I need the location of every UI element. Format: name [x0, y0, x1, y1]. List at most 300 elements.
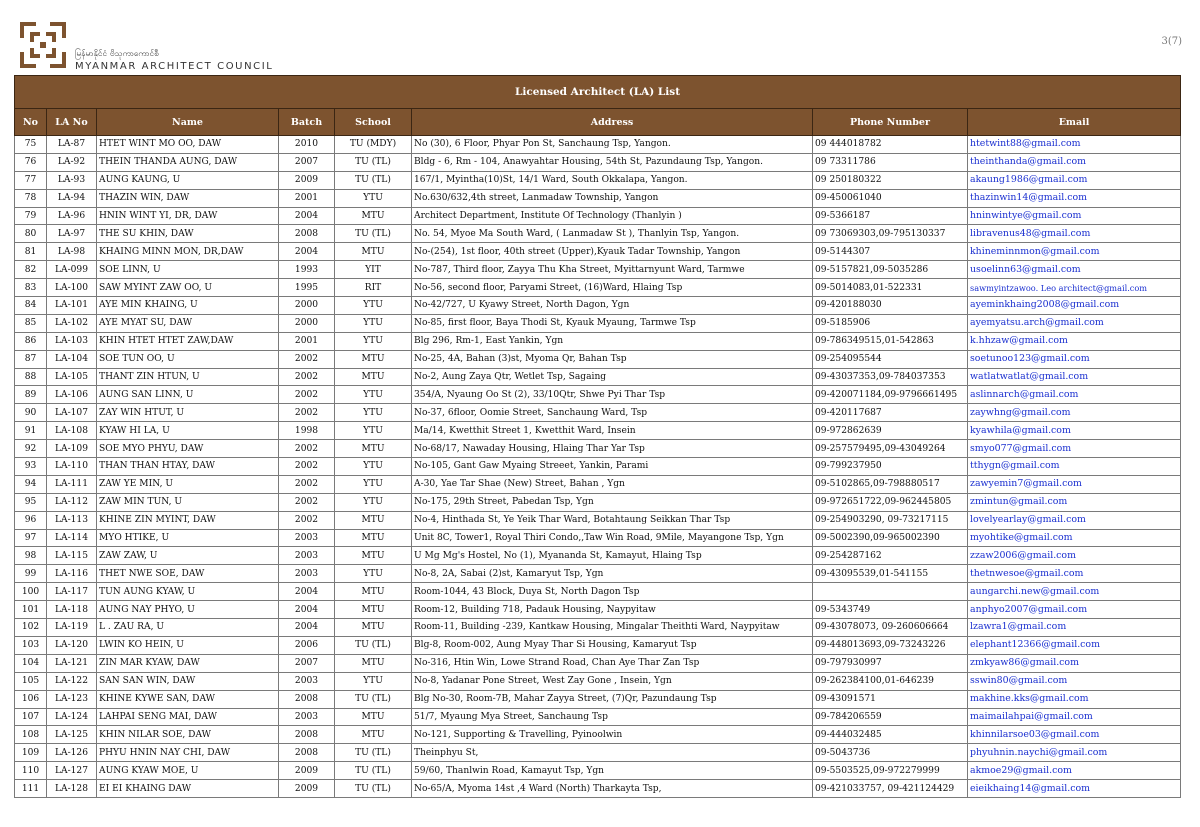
address: Room-11, Building -239, Kantkaw Housing, Mingalar Theithti Ward, Naypyitaw — [412, 619, 813, 637]
la-number: LA-122 — [47, 672, 97, 690]
phone-number: 09-5144307 — [813, 243, 968, 261]
batch-year: 2009 — [279, 171, 335, 189]
phone-number: 09 73069303,09-795130337 — [813, 225, 968, 243]
architect-name: THAN THAN HTAY, DAW — [97, 458, 279, 476]
email-link[interactable]: soetunoo123@gmail.com — [968, 350, 1181, 368]
phone-number: 09-797930997 — [813, 654, 968, 672]
batch-year: 2010 — [279, 136, 335, 154]
batch-year: 2003 — [279, 672, 335, 690]
row-number: 111 — [15, 780, 47, 798]
school: YTU — [335, 565, 412, 583]
la-number: LA-102 — [47, 314, 97, 332]
row-number: 107 — [15, 708, 47, 726]
batch-year: 2004 — [279, 601, 335, 619]
table-row — [15, 762, 1181, 780]
phone-number: 09-420188030 — [813, 297, 968, 315]
address: No-(254), 1st floor, 40th street (Upper),Kyauk Tadar Township, Yangon — [412, 243, 813, 261]
email-link[interactable]: zzaw2006@gmail.com — [968, 547, 1181, 565]
address: Room-1044, 43 Block, Duya St, North Dagon Tsp — [412, 583, 813, 601]
architect-name: ZAY WIN HTUT, U — [97, 404, 279, 422]
address: Ma/14, Kwetthit Street 1, Kwetthit Ward, Insein — [412, 422, 813, 440]
column-header-no: No — [15, 109, 47, 136]
table-row — [15, 368, 1181, 386]
batch-year: 2004 — [279, 619, 335, 637]
school: TU (TL) — [335, 690, 412, 708]
la-number: LA-110 — [47, 458, 97, 476]
architect-name: THE SU KHIN, DAW — [97, 225, 279, 243]
architect-name: PHYU HNIN NAY CHI, DAW — [97, 744, 279, 762]
school: RIT — [335, 279, 412, 297]
architect-name: ZAW MIN TUN, U — [97, 493, 279, 511]
la-number: LA-97 — [47, 225, 97, 243]
phone-number: 09-5157821,09-5035286 — [813, 261, 968, 279]
address: 167/1, Myintha(10)St, 14/1 Ward, South Okkalapa, Yangon. — [412, 171, 813, 189]
table-row — [15, 529, 1181, 547]
row-number: 87 — [15, 350, 47, 368]
email-link[interactable]: makhine.kks@gmail.com — [968, 690, 1181, 708]
batch-year: 2007 — [279, 654, 335, 672]
la-number: LA-105 — [47, 368, 97, 386]
phone-number: 09-5343749 — [813, 601, 968, 619]
row-number: 82 — [15, 261, 47, 279]
table-row — [15, 386, 1181, 404]
la-number: LA-96 — [47, 207, 97, 225]
phone-number: 09-784206559 — [813, 708, 968, 726]
row-number: 88 — [15, 368, 47, 386]
column-header-phone: Phone Number — [813, 109, 968, 136]
row-number: 105 — [15, 672, 47, 690]
email-link[interactable]: eieikhaing14@gmail.com — [968, 780, 1181, 798]
row-number: 104 — [15, 654, 47, 672]
address: No.630/632,4th street, Lanmadaw Township, Yangon — [412, 189, 813, 207]
la-number: LA-101 — [47, 297, 97, 315]
phone-number: 09 444018782 — [813, 136, 968, 154]
email-link[interactable]: zmkyaw86@gmail.com — [968, 654, 1181, 672]
email-link[interactable]: aslinnarch@gmail.com — [968, 386, 1181, 404]
email-link[interactable]: theinthanda@gmail.com — [968, 153, 1181, 171]
table-row — [15, 350, 1181, 368]
architect-name: THANT ZIN HTUN, U — [97, 368, 279, 386]
phone-number: 09-43078073, 09-260606664 — [813, 619, 968, 637]
row-number: 76 — [15, 153, 47, 171]
school: MTU — [335, 708, 412, 726]
table-row — [15, 136, 1181, 154]
architect-table — [14, 75, 1181, 798]
architect-name: EI EI KHAING DAW — [97, 780, 279, 798]
architect-name: ZAW ZAW, U — [97, 547, 279, 565]
table-row — [15, 171, 1181, 189]
batch-year: 2001 — [279, 189, 335, 207]
address: Theinphyu St, — [412, 744, 813, 762]
la-number: LA-103 — [47, 332, 97, 350]
architect-name: MYO HTIKE, U — [97, 529, 279, 547]
table-header-row — [15, 109, 1181, 136]
batch-year: 1995 — [279, 279, 335, 297]
architect-name: SAN SAN WIN, DAW — [97, 672, 279, 690]
school: TU (TL) — [335, 636, 412, 654]
la-number: LA-128 — [47, 780, 97, 798]
email-link[interactable]: myohtike@gmail.com — [968, 529, 1181, 547]
row-number: 86 — [15, 332, 47, 350]
architect-name: THAZIN WIN, DAW — [97, 189, 279, 207]
batch-year: 2000 — [279, 314, 335, 332]
phone-number: 09-43091571 — [813, 690, 968, 708]
email-link[interactable]: zawyemin7@gmail.com — [968, 475, 1181, 493]
table-row — [15, 636, 1181, 654]
email-link[interactable]: akmoe29@gmail.com — [968, 762, 1181, 780]
table-row — [15, 493, 1181, 511]
address: 354/A, Nyaung Oo St (2), 33/10Qtr, Shwe Pyi Thar Tsp — [412, 386, 813, 404]
row-number: 95 — [15, 493, 47, 511]
table-row — [15, 708, 1181, 726]
address: No-65/A, Myoma 14st ,4 Ward (North) Tharkayta Tsp, — [412, 780, 813, 798]
address: Architect Department, Institute Of Technology (Thanlyin ) — [412, 207, 813, 225]
batch-year: 2007 — [279, 153, 335, 171]
email-link[interactable]: aungarchi.new@gmail.com — [968, 583, 1181, 601]
la-number: LA-125 — [47, 726, 97, 744]
architect-name: HNIN WINT YI, DR, DAW — [97, 207, 279, 225]
row-number: 110 — [15, 762, 47, 780]
batch-year: 2008 — [279, 726, 335, 744]
batch-year: 2006 — [279, 636, 335, 654]
batch-year: 1993 — [279, 261, 335, 279]
school: TU (TL) — [335, 780, 412, 798]
batch-year: 2002 — [279, 368, 335, 386]
email-link[interactable]: zaywhng@gmail.com — [968, 404, 1181, 422]
column-header-address: Address — [412, 109, 813, 136]
email-link[interactable]: htetwint88@gmail.com — [968, 136, 1181, 154]
column-header-name: Name — [97, 109, 279, 136]
architect-name: TUN AUNG KYAW, U — [97, 583, 279, 601]
table-row — [15, 565, 1181, 583]
table-row — [15, 726, 1181, 744]
email-link[interactable]: zmintun@gmail.com — [968, 493, 1181, 511]
la-number: LA-124 — [47, 708, 97, 726]
address: No-8, 2A, Sabai (2)st, Kamaryut Tsp, Ygn — [412, 565, 813, 583]
architect-name: KHIN NILAR SOE, DAW — [97, 726, 279, 744]
table-row — [15, 297, 1181, 315]
phone-number: 09 250180322 — [813, 171, 968, 189]
row-number: 91 — [15, 422, 47, 440]
phone-number: 09-5102865,09-798880517 — [813, 475, 968, 493]
school: MTU — [335, 350, 412, 368]
table-row — [15, 332, 1181, 350]
column-header-email: Email — [968, 109, 1181, 136]
school: MTU — [335, 511, 412, 529]
phone-number: 09-5014083,01-522331 — [813, 279, 968, 297]
school: TU (TL) — [335, 762, 412, 780]
la-number: LA-121 — [47, 654, 97, 672]
table-row — [15, 601, 1181, 619]
table-row — [15, 189, 1181, 207]
la-number: LA-099 — [47, 261, 97, 279]
school: YTU — [335, 297, 412, 315]
phone-number: 09-450061040 — [813, 189, 968, 207]
address: No. 54, Myoe Ma South Ward, ( Lanmadaw St ), Thanlyin Tsp, Yangon. — [412, 225, 813, 243]
phone-number: 09-448013693,09-73243226 — [813, 636, 968, 654]
school: YTU — [335, 332, 412, 350]
address: Unit 8C, Tower1, Royal Thiri Condo,,Taw Win Road, 9Mile, Mayangone Tsp, Ygn — [412, 529, 813, 547]
address: Blg No-30, Room-7B, Mahar Zayya Street, (7)Qr, Pazundaung Tsp — [412, 690, 813, 708]
row-number: 99 — [15, 565, 47, 583]
school: MTU — [335, 583, 412, 601]
architect-name: AUNG SAN LINN, U — [97, 386, 279, 404]
email-link[interactable]: sawmyintzawoo. Leo architect@gmail.com — [968, 279, 1181, 297]
phone-number: 09-262384100,01-646239 — [813, 672, 968, 690]
table-row — [15, 153, 1181, 171]
architect-name: SAW MYINT ZAW OO, U — [97, 279, 279, 297]
batch-year: 2004 — [279, 243, 335, 261]
architect-name: SOE LINN, U — [97, 261, 279, 279]
email-link[interactable]: hninwintye@gmail.com — [968, 207, 1181, 225]
email-link[interactable]: smyo077@gmail.com — [968, 440, 1181, 458]
table-row — [15, 422, 1181, 440]
school: YTU — [335, 189, 412, 207]
phone-number: 09-421033757, 09-421124429 — [813, 780, 968, 798]
address: No-2, Aung Zaya Qtr, Wetlet Tsp, Sagaing — [412, 368, 813, 386]
address: Blg 296, Rm-1, East Yankin, Ygn — [412, 332, 813, 350]
phone-number: 09-257579495,09-43049264 — [813, 440, 968, 458]
school: YTU — [335, 386, 412, 404]
email-link[interactable]: ayeminkhaing2008@gmail.com — [968, 297, 1181, 315]
la-number: LA-113 — [47, 511, 97, 529]
row-number: 77 — [15, 171, 47, 189]
batch-year: 2004 — [279, 583, 335, 601]
row-number: 94 — [15, 475, 47, 493]
batch-year: 2002 — [279, 404, 335, 422]
email-link[interactable]: maimailahpai@gmail.com — [968, 708, 1181, 726]
email-link[interactable]: thazinwin14@gmail.com — [968, 189, 1181, 207]
email-link[interactable]: usoelinn63@gmail.com — [968, 261, 1181, 279]
batch-year: 2004 — [279, 207, 335, 225]
batch-year: 2008 — [279, 690, 335, 708]
school: MTU — [335, 601, 412, 619]
la-number: LA-98 — [47, 243, 97, 261]
email-link[interactable]: watlatwatlat@gmail.com — [968, 368, 1181, 386]
school: YTU — [335, 493, 412, 511]
batch-year: 2002 — [279, 458, 335, 476]
architect-name: AUNG NAY PHYO, U — [97, 601, 279, 619]
batch-year: 2009 — [279, 762, 335, 780]
batch-year: 2000 — [279, 297, 335, 315]
la-number: LA-116 — [47, 565, 97, 583]
table-row — [15, 404, 1181, 422]
table-row — [15, 619, 1181, 637]
address: U Mg Mg's Hostel, No (1), Myananda St, Kamayut, Hlaing Tsp — [412, 547, 813, 565]
batch-year: 2008 — [279, 744, 335, 762]
architect-name: AUNG KYAW MOE, U — [97, 762, 279, 780]
architect-name: KYAW HI LA, U — [97, 422, 279, 440]
batch-year: 2002 — [279, 350, 335, 368]
email-link[interactable]: elephant12366@gmail.com — [968, 636, 1181, 654]
phone-number: 09 73311786 — [813, 153, 968, 171]
la-number: LA-106 — [47, 386, 97, 404]
batch-year: 2002 — [279, 475, 335, 493]
batch-year: 2001 — [279, 332, 335, 350]
school: YTU — [335, 672, 412, 690]
address: No-121, Supporting & Travelling, Pyinoolwin — [412, 726, 813, 744]
table-row — [15, 654, 1181, 672]
architect-name: ZAW YE MIN, U — [97, 475, 279, 493]
row-number: 84 — [15, 297, 47, 315]
row-number: 96 — [15, 511, 47, 529]
table-row — [15, 475, 1181, 493]
address: No-787, Third floor, Zayya Thu Kha Street, Myittarnyunt Ward, Tarmwe — [412, 261, 813, 279]
la-number: LA-92 — [47, 153, 97, 171]
phone-number: 09-972651722,09-962445805 — [813, 493, 968, 511]
row-number: 100 — [15, 583, 47, 601]
la-number: LA-93 — [47, 171, 97, 189]
table-body — [15, 136, 1181, 798]
council-logo-icon — [18, 20, 68, 70]
table-row — [15, 261, 1181, 279]
la-number: LA-126 — [47, 744, 97, 762]
row-number: 92 — [15, 440, 47, 458]
address: 59/60, Thanlwin Road, Kamayut Tsp, Ygn — [412, 762, 813, 780]
row-number: 102 — [15, 619, 47, 637]
table-row — [15, 207, 1181, 225]
email-link[interactable]: tthygn@gmail.com — [968, 458, 1181, 476]
architect-name: HTET WINT MO OO, DAW — [97, 136, 279, 154]
batch-year: 2002 — [279, 386, 335, 404]
email-link[interactable]: k.hhzaw@gmail.com — [968, 332, 1181, 350]
school: TU (TL) — [335, 225, 412, 243]
batch-year: 2003 — [279, 529, 335, 547]
address: No-42/727, U Kyawy Street, North Dagon, Ygn — [412, 297, 813, 315]
architect-name: L . ZAU RA, U — [97, 619, 279, 637]
batch-year: 2003 — [279, 708, 335, 726]
email-link[interactable]: ayemyatsu.arch@gmail.com — [968, 314, 1181, 332]
la-number: LA-108 — [47, 422, 97, 440]
address: Bldg - 6, Rm - 104, Anawyahtar Housing, 54th St, Pazundaung Tsp, Yangon. — [412, 153, 813, 171]
address: No (30), 6 Floor, Phyar Pon St, Sanchaung Tsp, Yangon. — [412, 136, 813, 154]
la-number: LA-117 — [47, 583, 97, 601]
phone-number: 09-5185906 — [813, 314, 968, 332]
email-link[interactable]: phyuhnin.naychi@gmail.com — [968, 744, 1181, 762]
architect-name: SOE MYO PHYU, DAW — [97, 440, 279, 458]
la-number: LA-87 — [47, 136, 97, 154]
batch-year: 2002 — [279, 440, 335, 458]
batch-year: 2009 — [279, 780, 335, 798]
address: Room-12, Building 718, Padauk Housing, Naypyitaw — [412, 601, 813, 619]
address: No-8, Yadanar Pone Street, West Zay Gone , Insein, Ygn — [412, 672, 813, 690]
la-number: LA-120 — [47, 636, 97, 654]
email-link[interactable]: anphyo2007@gmail.com — [968, 601, 1181, 619]
email-link[interactable]: lovelyearlay@gmail.com — [968, 511, 1181, 529]
address: Blg-8, Room-002, Aung Myay Thar Si Housing, Kamaryut Tsp — [412, 636, 813, 654]
row-number: 80 — [15, 225, 47, 243]
la-number: LA-112 — [47, 493, 97, 511]
phone-number: 09-799237950 — [813, 458, 968, 476]
school: MTU — [335, 243, 412, 261]
table-row — [15, 279, 1181, 297]
la-number: LA-109 — [47, 440, 97, 458]
architect-name: THEIN THANDA AUNG, DAW — [97, 153, 279, 171]
school: MTU — [335, 654, 412, 672]
architect-name: SOE TUN OO, U — [97, 350, 279, 368]
batch-year: 2002 — [279, 511, 335, 529]
row-number: 89 — [15, 386, 47, 404]
phone-number: 09-420117687 — [813, 404, 968, 422]
address: No-105, Gant Gaw Myaing Streeet, Yankin, Parami — [412, 458, 813, 476]
email-link[interactable]: khineminnmon@gmail.com — [968, 243, 1181, 261]
batch-year: 2008 — [279, 225, 335, 243]
table-row — [15, 440, 1181, 458]
phone-number: 09-5366187 — [813, 207, 968, 225]
la-number: LA-104 — [47, 350, 97, 368]
council-name — [75, 48, 273, 72]
row-number: 85 — [15, 314, 47, 332]
address: No-316, Htin Win, Lowe Strand Road, Chan Aye Thar Zan Tsp — [412, 654, 813, 672]
email-link[interactable]: lzawra1@gmail.com — [968, 619, 1181, 637]
school: MTU — [335, 726, 412, 744]
school: TU (TL) — [335, 744, 412, 762]
school: YTU — [335, 458, 412, 476]
phone-number: 09-5503525,09-972279999 — [813, 762, 968, 780]
address: No-85, first floor, Baya Thodi St, Kyauk Myaung, Tarmwe Tsp — [412, 314, 813, 332]
school: MTU — [335, 619, 412, 637]
table-row — [15, 511, 1181, 529]
school: YTU — [335, 314, 412, 332]
phone-number: 09-972862639 — [813, 422, 968, 440]
architect-name: AYE MIN KHAING, U — [97, 297, 279, 315]
address: No-175, 29th Street, Pabedan Tsp, Ygn — [412, 493, 813, 511]
architect-name: KHIN HTET HTET ZAW,DAW — [97, 332, 279, 350]
row-number: 98 — [15, 547, 47, 565]
address: No-4, Hinthada St, Ye Yeik Thar Ward, Botahtaung Seikkan Thar Tsp — [412, 511, 813, 529]
address: No-25, 4A, Bahan (3)st, Myoma Qr, Bahan Tsp — [412, 350, 813, 368]
email-link[interactable]: khinnilarsoe03@gmail.com — [968, 726, 1181, 744]
address: No-68/17, Nawaday Housing, Hlaing Thar Yar Tsp — [412, 440, 813, 458]
row-number: 109 — [15, 744, 47, 762]
school: YTU — [335, 404, 412, 422]
school: YTU — [335, 475, 412, 493]
row-number: 90 — [15, 404, 47, 422]
architect-name: LAHPAI SENG MAI, DAW — [97, 708, 279, 726]
architect-name: KHINE ZIN MYINT, DAW — [97, 511, 279, 529]
school: MTU — [335, 529, 412, 547]
page-header — [0, 0, 1200, 75]
school: MTU — [335, 207, 412, 225]
architect-name: KHAING MINN MON, DR,DAW — [97, 243, 279, 261]
batch-year: 2003 — [279, 565, 335, 583]
la-number: LA-111 — [47, 475, 97, 493]
school: TU (TL) — [335, 171, 412, 189]
batch-year: 2002 — [279, 493, 335, 511]
school: YIT — [335, 261, 412, 279]
email-link[interactable]: kyawhila@gmail.com — [968, 422, 1181, 440]
la-number: LA-118 — [47, 601, 97, 619]
email-link[interactable]: libravenus48@gmail.com — [968, 225, 1181, 243]
address: 51/7, Myaung Mya Street, Sanchaung Tsp — [412, 708, 813, 726]
school: MTU — [335, 368, 412, 386]
architect-name: LWIN KO HEIN, U — [97, 636, 279, 654]
table-row — [15, 458, 1181, 476]
table-row — [15, 744, 1181, 762]
row-number: 106 — [15, 690, 47, 708]
table-row — [15, 314, 1181, 332]
email-link[interactable]: sswin80@gmail.com — [968, 672, 1181, 690]
table-row — [15, 780, 1181, 798]
row-number: 79 — [15, 207, 47, 225]
la-number: LA-123 — [47, 690, 97, 708]
phone-number: 09-254903290, 09-73217115 — [813, 511, 968, 529]
email-link[interactable]: akaung1986@gmail.com — [968, 171, 1181, 189]
table-row — [15, 547, 1181, 565]
email-link[interactable]: thetnwesoe@gmail.com — [968, 565, 1181, 583]
la-number: LA-127 — [47, 762, 97, 780]
phone-number: 09-254095544 — [813, 350, 968, 368]
